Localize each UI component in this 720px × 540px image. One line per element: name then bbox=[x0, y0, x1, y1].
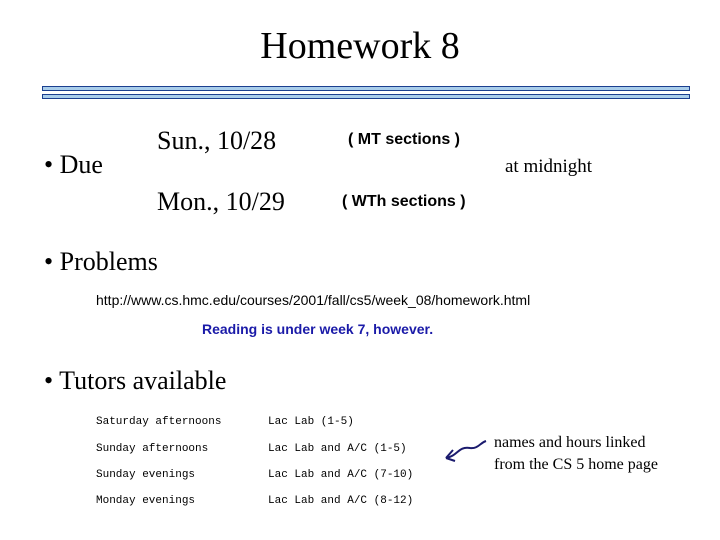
title-rule-top bbox=[42, 86, 690, 91]
tutor-note-line2: from the CS 5 home page bbox=[494, 456, 658, 473]
tutor-row-when: Saturday afternoons bbox=[96, 416, 222, 428]
curly-arrow-icon bbox=[436, 436, 492, 468]
tutor-row-where: Lac Lab and A/C (7-10) bbox=[268, 469, 414, 481]
tutor-row-when: Sunday evenings bbox=[96, 469, 196, 481]
problems-bullet: • Problems bbox=[44, 247, 158, 276]
due-sections-wth: ( WTh sections ) bbox=[342, 193, 466, 210]
tutor-note-line1: names and hours linked bbox=[494, 434, 646, 451]
due-date-monday: Mon., 10/29 bbox=[157, 187, 285, 216]
due-time: at midnight bbox=[505, 156, 593, 177]
slide-title: Homework 8 bbox=[260, 25, 460, 67]
tutors-bullet: • Tutors available bbox=[44, 366, 227, 395]
title-rule-bottom bbox=[42, 94, 690, 99]
due-date-sunday: Sun., 10/28 bbox=[157, 126, 277, 155]
tutor-row-where: Lac Lab (1-5) bbox=[268, 416, 354, 428]
reading-note: Reading is under week 7, however. bbox=[202, 321, 434, 337]
tutor-row-when: Monday evenings bbox=[96, 495, 196, 507]
homework-url[interactable]: http://www.cs.hmc.edu/courses/2001/fall/cs5/week_08/homework.html bbox=[96, 292, 531, 308]
tutor-row-where: Lac Lab and A/C (8-12) bbox=[268, 495, 414, 507]
tutor-row-where: Lac Lab and A/C (1-5) bbox=[268, 443, 407, 455]
due-sections-mt: ( MT sections ) bbox=[348, 131, 461, 148]
due-bullet: • Due bbox=[44, 150, 103, 179]
tutor-row-when: Sunday afternoons bbox=[96, 443, 209, 455]
